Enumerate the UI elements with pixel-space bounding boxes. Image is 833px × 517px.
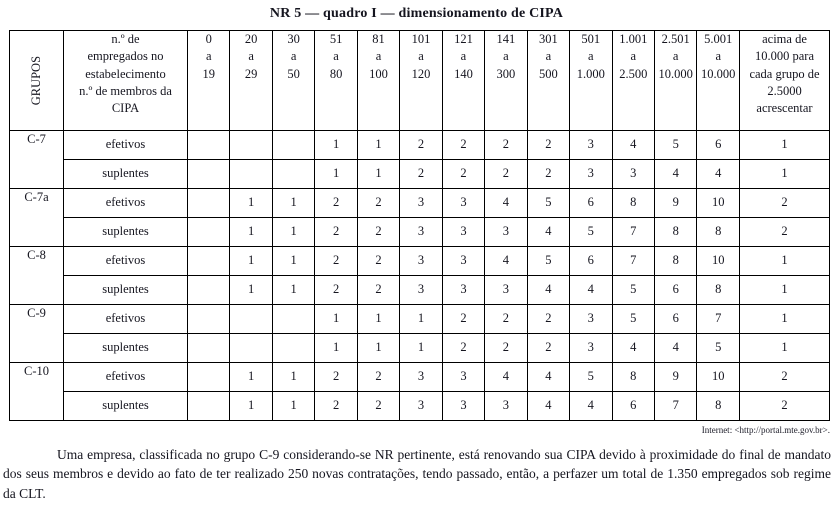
value-cell: 1 <box>230 276 272 305</box>
header-line: CIPA <box>111 101 140 115</box>
value-cell <box>230 334 272 363</box>
question-paragraph: Uma empresa, classificada no grupo C-9 considerando-se NR pertinente, está renovando sua CIPA devido à proximidade do final de mandato dos seus membros e devido ao fato de ter realizado 250 novas contratações, tendo passado, então, a perfazer um total de 1.350 empregados sob regime da CLT. <box>3 447 831 501</box>
header-line: a <box>290 49 297 64</box>
column-header-cell <box>230 31 272 131</box>
value-cell: 1 <box>400 305 442 334</box>
column-header-cell <box>272 31 314 131</box>
value-cell: 3 <box>400 363 442 392</box>
value-cell: 2 <box>357 189 399 218</box>
value-cell: 1 <box>230 218 272 247</box>
header-line: 500 <box>538 66 558 81</box>
value-cell: 2 <box>485 160 527 189</box>
grupos-column-header <box>10 31 64 131</box>
value-cell: 2 <box>485 131 527 160</box>
value-cell: 4 <box>570 392 612 421</box>
value-cell: 4 <box>612 131 654 160</box>
table-row <box>10 334 830 363</box>
header-line: 2.500 <box>619 66 648 81</box>
header-line: a <box>503 49 509 64</box>
column-header-cell <box>442 31 484 131</box>
header-line: 50 <box>287 66 300 81</box>
value-cell: 2 <box>740 392 830 421</box>
value-cell <box>188 247 230 276</box>
header-line: 1.000 <box>576 66 605 81</box>
value-cell: 1 <box>740 334 830 363</box>
value-cell: 2 <box>400 160 442 189</box>
header-line: 30 <box>287 32 300 46</box>
value-cell: 5 <box>612 305 654 334</box>
value-cell: 8 <box>612 189 654 218</box>
value-cell: 1 <box>740 160 830 189</box>
value-cell: 1 <box>400 334 442 363</box>
value-cell: 2 <box>315 189 357 218</box>
value-cell: 4 <box>612 334 654 363</box>
value-cell: 2 <box>527 334 569 363</box>
value-cell: 6 <box>697 131 740 160</box>
column-header-cell <box>188 31 230 131</box>
header-line: a <box>672 49 679 64</box>
table-row <box>10 218 830 247</box>
value-cell: 1 <box>272 392 314 421</box>
header-line: 100 <box>369 66 388 81</box>
value-cell: 1 <box>272 189 314 218</box>
column-header-cell <box>400 31 442 131</box>
value-cell <box>188 305 230 334</box>
header-line: a <box>630 49 637 64</box>
column-header-cell <box>740 31 830 131</box>
value-cell: 6 <box>570 247 612 276</box>
value-cell: 1 <box>315 334 357 363</box>
value-cell: 8 <box>612 363 654 392</box>
value-cell: 9 <box>654 363 696 392</box>
column-header-cell <box>485 31 527 131</box>
value-cell <box>188 131 230 160</box>
value-cell: 1 <box>315 305 357 334</box>
row-label-cell: suplentes <box>64 334 188 363</box>
value-cell: 5 <box>697 334 740 363</box>
value-cell <box>230 305 272 334</box>
value-cell: 3 <box>400 189 442 218</box>
header-line: a <box>205 49 212 64</box>
group-cell: C-9 <box>10 305 64 363</box>
row-label-cell: suplentes <box>64 218 188 247</box>
header-line: 10.000 <box>701 66 736 81</box>
value-cell: 2 <box>357 392 399 421</box>
header-line: n.º de <box>111 32 140 46</box>
doc-title: NR 5 — quadro I — dimensionamento de CIPA <box>269 6 564 21</box>
value-cell: 4 <box>570 276 612 305</box>
header-line: 141 <box>496 32 516 46</box>
value-cell: 8 <box>654 218 696 247</box>
header-line: a <box>460 49 467 64</box>
header-line: 81 <box>372 32 385 46</box>
header-line: a <box>715 49 721 64</box>
header-line: a <box>333 49 339 64</box>
row-label-cell: suplentes <box>64 392 188 421</box>
value-cell: 3 <box>442 218 484 247</box>
value-cell: 1 <box>740 305 830 334</box>
value-cell <box>230 160 272 189</box>
column-header-cell <box>654 31 696 131</box>
value-cell: 3 <box>442 189 484 218</box>
header-line: 51 <box>329 32 343 46</box>
value-cell: 3 <box>400 247 442 276</box>
header-line: 120 <box>411 66 431 81</box>
value-cell: 1 <box>272 276 314 305</box>
value-cell: 3 <box>400 218 442 247</box>
table-row <box>10 392 830 421</box>
header-line: a <box>248 49 254 64</box>
value-cell: 2 <box>442 160 484 189</box>
header-line: 140 <box>454 66 473 81</box>
value-cell: 6 <box>654 305 696 334</box>
value-cell: 2 <box>442 334 484 363</box>
value-cell: 2 <box>485 334 527 363</box>
column-header-cell <box>697 31 740 131</box>
row-header-cell <box>64 31 188 131</box>
cipa-table <box>9 30 830 421</box>
value-cell <box>188 276 230 305</box>
value-cell: 4 <box>527 363 569 392</box>
row-label-cell: efetivos <box>64 189 188 218</box>
value-cell: 3 <box>442 247 484 276</box>
value-cell: 3 <box>442 276 484 305</box>
value-cell: 3 <box>485 218 527 247</box>
group-cell: C-7 <box>10 131 64 189</box>
header-line: 501 <box>581 32 601 46</box>
row-label-cell: efetivos <box>64 131 188 160</box>
row-label-cell: suplentes <box>64 160 188 189</box>
table-row <box>10 189 830 218</box>
header-line: 301 <box>538 32 558 46</box>
value-cell <box>188 218 230 247</box>
group-cell: C-10 <box>10 363 64 421</box>
value-cell: 1 <box>272 247 314 276</box>
value-cell: 7 <box>612 247 654 276</box>
value-cell: 4 <box>527 276 569 305</box>
value-cell: 5 <box>612 276 654 305</box>
value-cell: 2 <box>357 276 399 305</box>
header-line: a <box>418 49 424 64</box>
header-line: a <box>588 49 594 64</box>
value-cell: 2 <box>527 160 569 189</box>
value-cell: 2 <box>357 363 399 392</box>
value-cell <box>188 189 230 218</box>
value-cell: 3 <box>570 160 612 189</box>
value-cell: 1 <box>315 160 357 189</box>
value-cell: 1 <box>272 218 314 247</box>
header-line: 1.001 <box>619 32 648 46</box>
value-cell <box>188 392 230 421</box>
value-cell: 3 <box>442 363 484 392</box>
column-header-cell <box>570 31 612 131</box>
value-cell: 6 <box>612 392 654 421</box>
value-cell: 5 <box>570 218 612 247</box>
row-label-cell: suplentes <box>64 276 188 305</box>
value-cell: 2 <box>527 305 569 334</box>
value-cell: 7 <box>612 218 654 247</box>
header-line: a <box>375 49 382 64</box>
header-line: a <box>545 49 552 64</box>
header-line: 0 <box>205 32 212 46</box>
value-cell: 8 <box>654 247 696 276</box>
value-cell: 2 <box>400 131 442 160</box>
value-cell <box>230 131 272 160</box>
value-cell: 4 <box>697 160 740 189</box>
value-cell: 2 <box>315 276 357 305</box>
table-row <box>10 276 830 305</box>
value-cell <box>272 305 314 334</box>
value-cell: 3 <box>612 160 654 189</box>
value-cell: 3 <box>400 392 442 421</box>
value-cell: 6 <box>570 189 612 218</box>
value-cell: 5 <box>654 131 696 160</box>
value-cell: 1 <box>357 305 399 334</box>
header-line: acima de <box>762 32 807 46</box>
value-cell: 1 <box>315 131 357 160</box>
column-header-cell <box>357 31 399 131</box>
value-cell: 4 <box>485 247 527 276</box>
value-cell: 1 <box>357 160 399 189</box>
value-cell <box>188 160 230 189</box>
table-row <box>10 305 830 334</box>
value-cell: 10 <box>697 189 740 218</box>
value-cell: 2 <box>740 363 830 392</box>
value-cell: 3 <box>570 131 612 160</box>
value-cell <box>272 160 314 189</box>
value-cell: 2 <box>442 131 484 160</box>
value-cell: 5 <box>527 189 569 218</box>
value-cell: 4 <box>485 363 527 392</box>
value-cell: 10 <box>697 247 740 276</box>
header-line: 29 <box>244 66 258 81</box>
header-line: 10.000 para <box>754 49 814 64</box>
column-header-cell <box>612 31 654 131</box>
value-cell: 2 <box>315 392 357 421</box>
value-cell: 3 <box>442 392 484 421</box>
value-cell: 1 <box>357 131 399 160</box>
value-cell: 7 <box>654 392 696 421</box>
value-cell: 2 <box>740 189 830 218</box>
header-line: 80 <box>329 66 343 81</box>
header-line: 300 <box>496 66 516 81</box>
value-cell: 4 <box>527 218 569 247</box>
header-line: 2.501 <box>661 32 690 46</box>
column-header-cell <box>527 31 569 131</box>
value-cell: 2 <box>357 218 399 247</box>
header-line: estabelecimento <box>85 66 166 81</box>
value-cell: 4 <box>654 334 696 363</box>
value-cell: 7 <box>697 305 740 334</box>
header-line: 19 <box>202 66 215 81</box>
table-header-row <box>10 31 830 131</box>
value-cell: 4 <box>654 160 696 189</box>
value-cell: 3 <box>485 276 527 305</box>
header-line: 20 <box>244 32 258 46</box>
value-cell <box>188 334 230 363</box>
table-row <box>10 131 830 160</box>
value-cell: 10 <box>697 363 740 392</box>
header-line: empregados no <box>87 49 164 64</box>
header-line: 2.5000 <box>767 83 802 98</box>
value-cell: 4 <box>527 392 569 421</box>
value-cell: 1 <box>230 247 272 276</box>
value-cell: 1 <box>357 334 399 363</box>
value-cell: 1 <box>272 363 314 392</box>
value-cell: 2 <box>315 218 357 247</box>
value-cell: 5 <box>570 363 612 392</box>
value-cell <box>188 363 230 392</box>
value-cell: 3 <box>570 334 612 363</box>
value-cell: 8 <box>697 218 740 247</box>
value-cell: 2 <box>442 305 484 334</box>
header-line: n.º de membros da <box>79 83 172 98</box>
value-cell: 5 <box>527 247 569 276</box>
value-cell: 3 <box>570 305 612 334</box>
header-line: cada grupo de <box>749 66 820 81</box>
group-cell: C-7a <box>10 189 64 247</box>
value-cell: 3 <box>400 276 442 305</box>
header-line: 121 <box>454 32 473 46</box>
header-line: acrescentar <box>756 101 813 115</box>
value-cell: 1 <box>740 276 830 305</box>
source-note: Internet: <http://portal.mte.gov.br>. <box>701 425 830 435</box>
table-row <box>10 160 830 189</box>
value-cell: 1 <box>740 247 830 276</box>
row-label-cell: efetivos <box>64 363 188 392</box>
column-header-cell <box>315 31 357 131</box>
value-cell: 2 <box>740 218 830 247</box>
value-cell: 2 <box>527 131 569 160</box>
value-cell: 2 <box>357 247 399 276</box>
value-cell: 1 <box>740 131 830 160</box>
value-cell: 2 <box>315 363 357 392</box>
value-cell <box>272 131 314 160</box>
value-cell: 1 <box>230 189 272 218</box>
value-cell: 8 <box>697 392 740 421</box>
group-cell: C-8 <box>10 247 64 305</box>
value-cell: 9 <box>654 189 696 218</box>
header-line: 101 <box>411 32 431 46</box>
header-line: 10.000 <box>658 66 693 81</box>
value-cell <box>272 334 314 363</box>
table-row <box>10 363 830 392</box>
row-label-cell: efetivos <box>64 305 188 334</box>
row-label-cell: efetivos <box>64 247 188 276</box>
table-row <box>10 247 830 276</box>
value-cell: 1 <box>230 392 272 421</box>
value-cell: 3 <box>485 392 527 421</box>
value-cell: 6 <box>654 276 696 305</box>
grupos-vertical-label: GRUPOS <box>28 55 43 106</box>
value-cell: 1 <box>230 363 272 392</box>
value-cell: 2 <box>315 247 357 276</box>
value-cell: 4 <box>485 189 527 218</box>
value-cell: 2 <box>485 305 527 334</box>
header-line: 5.001 <box>704 32 733 46</box>
value-cell: 8 <box>697 276 740 305</box>
